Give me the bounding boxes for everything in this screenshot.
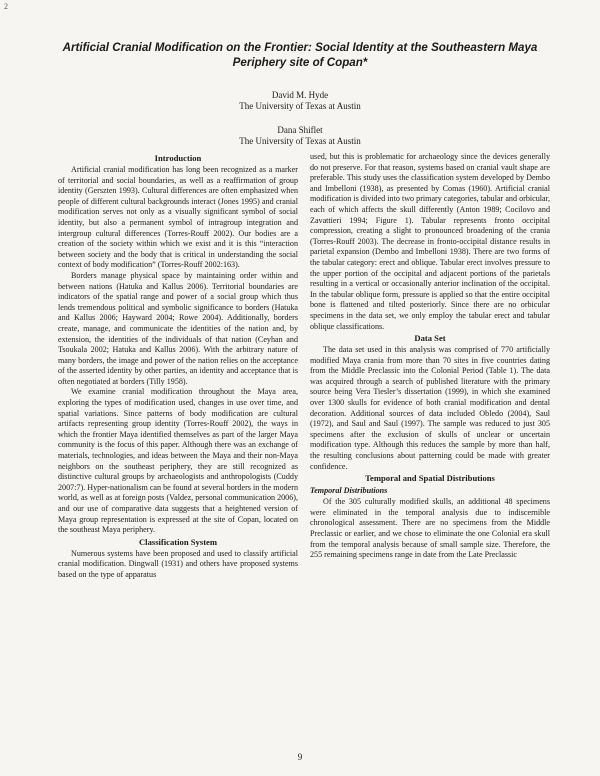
author-affiliation-2: The University of Texas at Austin [239,136,361,146]
paper-title: Artificial Cranial Modification on the Frontier: Social Identity at the Southeastern Maya Periphery site of Copan* [62,41,538,69]
intro-paragraph-1: Artificial cranial modification has long been recognized as a marker of territorial and social boundaries, as well as a reaffirmation of group identity (Gerszten 1993). Cultural differences are often emphasized when people of different cultural backgrounds interact (Jones 1995) and cranial modification serves not only as a visually significant symbol of social identity, but also a permanent symbol of intragroup integration and intergroup cultural differences (Torres-Rouff 2002). Our bodies are a creation of the society within which we exist and it is this “interaction between society and the body that is critical in understanding the social context of body modification” (Torres-Rouff 2002:163). [58,165,298,270]
author-affiliation-1: The University of Texas at Austin [239,101,361,111]
data-set-paragraph: The data set used in this analysis was comprised of 770 artificially modified Maya crania from more than 70 sites in five countries dating from the Middle Preclassic into the Colonial Period (Table 1). The data was acquired through a search of published literature with the primary source being Vera Tiesler’s dissertation (1999), in which she examined over 1300 skulls for evidence of both cranial modification and dental decoration. Additional sources of data included Obledo (2004), Saul (1972), and Saul and Saul (1997). The sample was reduced to just 305 specimens after the exclusion of skulls of unclear or uncertain modification type. Although this reduces the sample by more than half, the resulting conclusions about patterning could be made with greater confidence. [310,345,550,471]
left-column [58,152,298,581]
introduction-heading: Introduction [154,153,202,163]
classification-heading: Classification System [138,536,218,547]
right-column [310,152,550,561]
intro-paragraph-3: We examine cranial modification throughout the Maya area, exploring the types of modification used, changes in use over time, and spatial variations. Since patterns of body modification are cultural artifacts representing group identity (Torres-Rouff 2002), the ways in which the frontier Maya identified themselves as part of the larger Maya community is the focus of this paper. Although there was an exchange of materials, technologies, and ideas between the Maya and their non-Maya neighbors on the southeast periphery, they are still recognized as distinctive cultural groups by archaeologists and anthropologists (Cuddy 2007:7). Hyper-nationalism can be found at several borders in the modern world, as well as at foreign posts (Valdez, personal communication 2006), and our use of comparative data suggests that a heightened version of Maya group representation is expressed at the site of Copan, located on the southeast Maya periphery. [58,387,298,535]
author-name-2: Dana Shiflet [277,125,323,135]
page-number: 9 [297,752,303,762]
classification-paragraph-1: Numerous systems have been proposed and used to classify artificial cranial modification. Dingwall (1931) and others have proposed systems based on the type of apparatus [58,548,298,579]
corner-mark: 2 [4,2,8,11]
temporal-spatial-heading: Temporal and Spatial Distributions [365,473,495,484]
classification-paragraph-2: used, but this is problematic for archaeology since the devices generally do not preserve. For that reason, systems based on cranial vault shape are preferable. This study uses the classification system developed by Dembo and Imbelloni (1938), as presented by Comas (1960). Artificial cranial modification is divided into two primary categories, tabular and orbicular, each of which affects the skull differently (Anton 1989; Cocilovo and Zavattieri 1994; Figure 1). Tabular represents fronto occipital compression, creating a slight to pronounced broadening of the crania (Torres-Rouff 2003). The decrease in fronto-occipital distance results in parietal expansion (Dembo and Imbelloni 1938). There are two forms of the tabular category: erect and oblique. Tabular erect involves pressure to the upper portion of the occipital and adjacent portions of the parietals resulting in a vertical or occasionally anterior inclination of the occipital. In the tabular oblique form, pressure is applied so that the entire occipital bone is flattened and tilted posteriorly. Since there are no orbicular specimens in the data set, we only employ the tabular erect and tabular oblique classifications. [310,152,550,331]
temporal-paragraph: Of the 305 culturally modified skulls, an additional 48 specimens were eliminated in the temporal analysis due to indiscernible chronological assessment. There are no specimens from the Middle Preclassic or earlier, and we chose to eliminate the one Colonial era skull from the temporal analysis because of small sample size. Therefore, the 255 remaining specimens range in date from the Late Preclassic [310,497,550,560]
author-name-1: David M. Hyde [271,90,329,100]
data-set-heading: Data Set [414,333,446,344]
temporal-distributions-subheading: Temporal Distributions [310,486,388,496]
intro-paragraph-2: Borders manage physical space by maintaining order within and between nations (Hatuka and Kallus 2006). Territorial boundaries are indicators of the spatial range and power of a social group which thus lends tremendous political and symbolic significance to borders (Hatuka and Kallus 2006; Hayward 2004; Rowe 2004). Additionally, borders create, manage, and communicate the identities of the nation and, by extension, the identities of the individuals of that nation (Ceyhan and Tsoukala 2002; Hatuka and Kallus 2006). With the arbitrary nature of many borders, the image and power of the nation relies on the acceptance of the asserted identity by other parties, an identity and acceptance that is often negotiated at borders (Tilly 1958). [58,270,298,386]
